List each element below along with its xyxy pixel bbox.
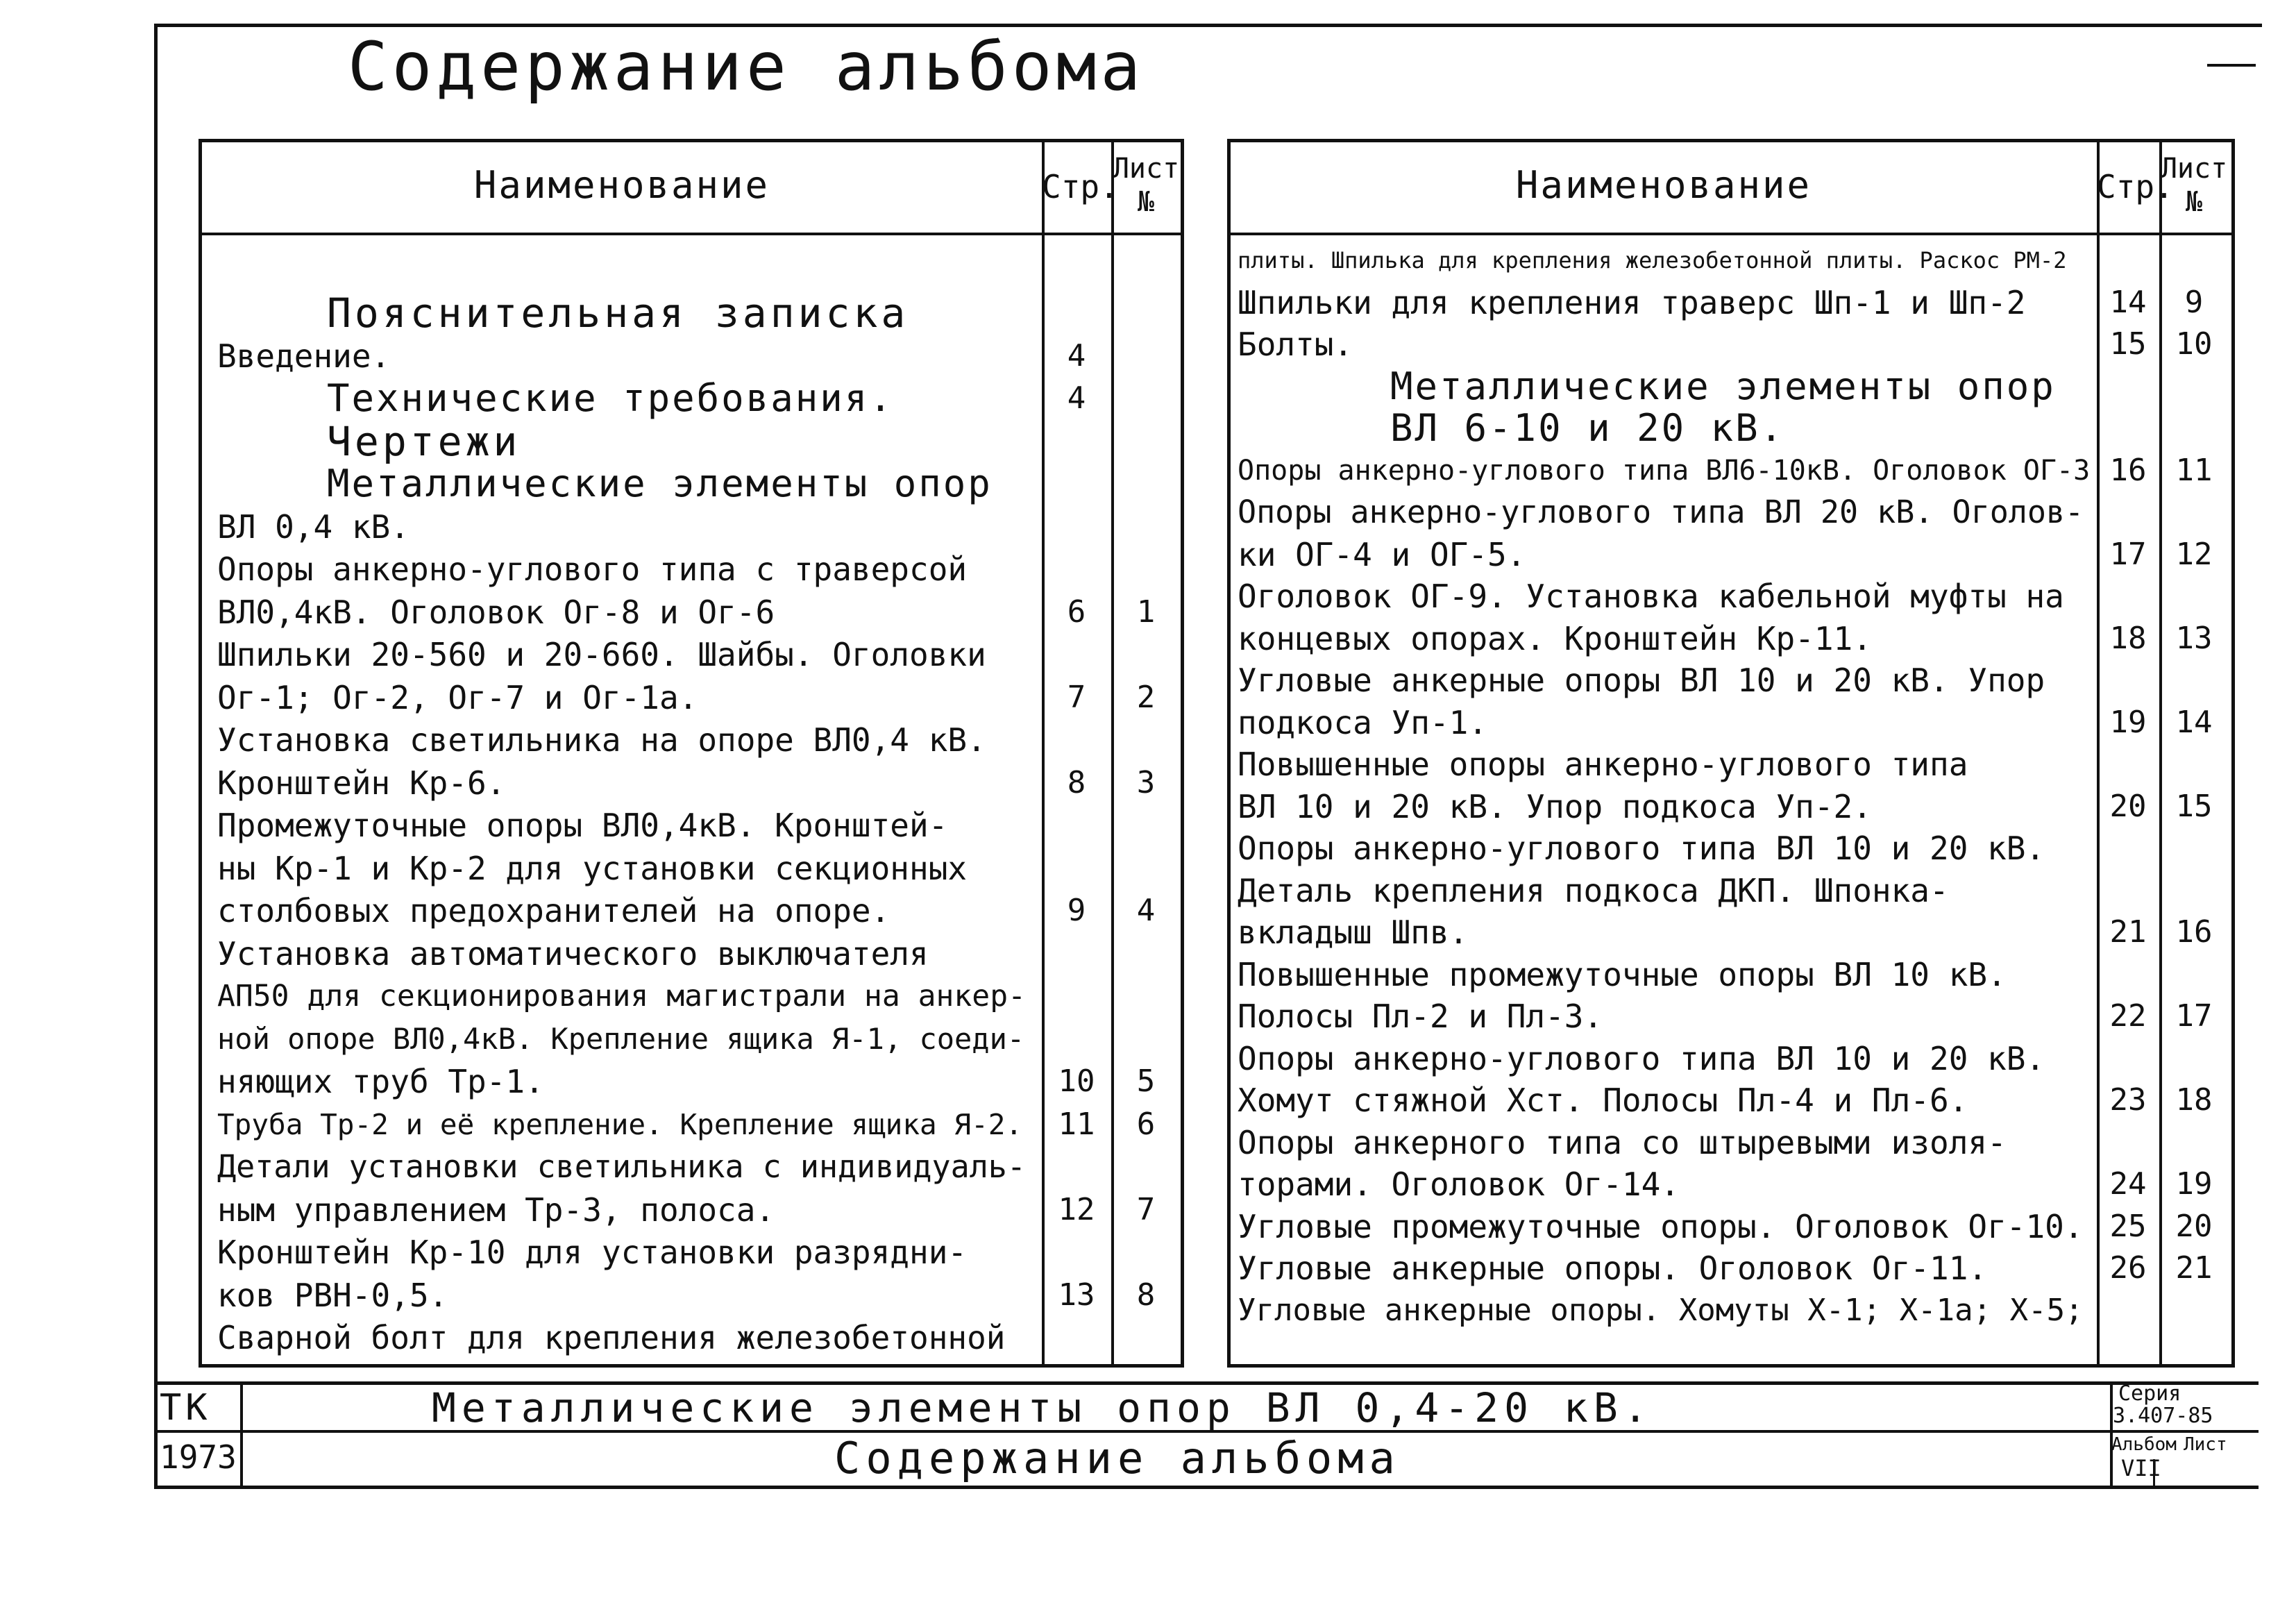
row-title: Металлические элементы опор <box>327 462 993 505</box>
row-title: Пояснительная записка <box>327 289 909 337</box>
table-row <box>1231 575 2231 617</box>
row-title: ВЛ0,4кВ. Оголовок Ог-8 и Ог-6 <box>217 593 775 631</box>
row-page: 9 <box>1067 893 1086 928</box>
row-sheet: 3 <box>1136 764 1156 800</box>
stamp-code: ТК <box>160 1387 212 1429</box>
table-row <box>1231 1122 2231 1163</box>
row-page: 19 <box>2109 704 2147 740</box>
table-row <box>202 548 1181 590</box>
row-title: вкладыш Шпв. <box>1238 914 1469 951</box>
row-title: Повышенные промежуточные опоры ВЛ 10 кВ. <box>1238 955 2007 993</box>
row-sheet: 1 <box>1136 594 1156 630</box>
row-title: Ог-1; Ог-2, Ог-7 и Ог-1а. <box>217 678 698 716</box>
row-title: Детали установки светильника с индивидуаль- <box>217 1148 1026 1185</box>
row-title: Чертежи <box>327 417 521 465</box>
row-page: 26 <box>2109 1250 2147 1286</box>
header-page: Стр. <box>2097 168 2174 205</box>
table-row <box>1231 954 2231 995</box>
table-row <box>202 975 1181 1017</box>
table-row <box>1231 659 2231 701</box>
row-title: Болты. <box>1238 326 1353 363</box>
table-row <box>202 378 1181 419</box>
row-sheet: 11 <box>2175 452 2213 488</box>
table-row <box>202 506 1181 548</box>
row-title: Оголовок ОГ-9. Установка кабельной муфты на <box>1238 578 2064 615</box>
row-page: 6 <box>1067 594 1086 630</box>
row-title: Труба Тр-2 и её крепление. Крепление ящика Я-2. <box>217 1107 1023 1141</box>
row-sheet: 5 <box>1136 1063 1156 1099</box>
table-row <box>1231 534 2231 575</box>
table-row <box>202 933 1181 975</box>
row-title: столбовых предохранителей на опоре. <box>217 892 890 930</box>
row-title: ВЛ 0,4 кВ. <box>217 507 410 546</box>
header-divider <box>1231 233 2231 235</box>
table-row <box>202 1231 1181 1273</box>
row-title: Деталь крепления подкоса ДКП. Шпонка- <box>1238 871 1949 909</box>
table-row <box>1231 407 2231 449</box>
row-sheet: 4 <box>1136 893 1156 928</box>
table-row <box>1231 618 2231 659</box>
row-page: 15 <box>2109 326 2147 362</box>
left-contents-table <box>199 139 1184 1368</box>
row-title: Технические требования. <box>327 376 894 420</box>
row-title: Промежуточные опоры ВЛ0,4кВ. Кронштей- <box>217 807 948 844</box>
row-title: Угловые анкерные опоры. Оголовок Ог-11. <box>1238 1250 1988 1287</box>
table-row <box>202 417 1181 465</box>
table-row <box>1231 1163 2231 1205</box>
stamp-series-label: Серия <box>2118 1381 2181 1406</box>
table-row <box>1231 366 2231 407</box>
table-row <box>202 1275 1181 1316</box>
row-title: ной опоре ВЛ0,4кВ. Крепление ящика Я-1, соеди- <box>217 1021 1025 1056</box>
table-row <box>202 1104 1181 1145</box>
row-sheet: 16 <box>2175 914 2213 950</box>
row-page: 20 <box>2109 788 2147 824</box>
stamp-title-line1: Металлические элементы опор ВЛ 0,4-20 кВ. <box>432 1384 1653 1431</box>
stamp-sheet-label: Лист <box>2184 1434 2227 1455</box>
table-row <box>202 1018 1181 1060</box>
row-page: 16 <box>2109 452 2147 488</box>
header-name: Наименование <box>1515 163 1812 207</box>
row-title: ным управлением Тр-3, полоса. <box>217 1191 775 1229</box>
table-row <box>1231 702 2231 743</box>
table-row <box>202 591 1181 633</box>
row-page: 8 <box>1067 764 1086 800</box>
stamp-col-divider <box>240 1381 243 1486</box>
stamp-year: 1973 <box>160 1438 237 1476</box>
right-contents-table <box>1227 139 2235 1368</box>
table-row <box>202 1189 1181 1231</box>
row-title: концевых опорах. Кронштейн Кр-11. <box>1238 619 1872 657</box>
row-sheet: 6 <box>1136 1106 1156 1142</box>
stamp-title-line2: Содержание альбома <box>834 1433 1401 1483</box>
row-page: 12 <box>1058 1191 1095 1227</box>
row-title: Опоры анкерно-углового типа ВЛ 10 и 20 кВ. <box>1238 830 2045 867</box>
row-title: Полосы Пл-2 и Пл-3. <box>1238 998 1603 1035</box>
row-title: торами. Оголовок Ог-14. <box>1238 1166 1680 1203</box>
stamp-series-value: 3.407-85 <box>2113 1404 2213 1428</box>
table-row <box>1231 827 2231 869</box>
row-title: плиты. Шпилька для крепления железобетонной плиты. Раскос РМ-2 <box>1238 247 2067 274</box>
row-page: 10 <box>1058 1063 1095 1099</box>
header-name: Наименование <box>473 163 770 207</box>
header-sheet: Лист № <box>2160 153 2228 218</box>
table-row <box>202 848 1181 889</box>
table-row <box>1231 450 2231 491</box>
table-row <box>202 890 1181 932</box>
row-sheet: 15 <box>2175 788 2213 824</box>
row-title: Угловые промежуточные опоры. Оголовок Ог-10. <box>1238 1207 2084 1245</box>
table-row <box>1231 743 2231 785</box>
table-row <box>1231 1247 2231 1289</box>
row-title: Введение. <box>217 337 391 375</box>
row-title: Установка светильника на опоре ВЛ0,4 кВ. <box>217 721 986 759</box>
row-page: 18 <box>2109 620 2147 656</box>
row-page: 7 <box>1067 679 1086 715</box>
row-title: Повышенные опоры анкерно-углового типа <box>1238 746 1968 783</box>
row-title: Металлические элементы опор <box>1390 364 2056 408</box>
table-row <box>202 634 1181 675</box>
row-sheet: 17 <box>2175 998 2213 1034</box>
table-row <box>1231 239 2231 281</box>
row-title: ВЛ 10 и 20 кВ. Упор подкоса Уп-2. <box>1238 787 1872 825</box>
table-row <box>202 289 1181 337</box>
table-row <box>1231 911 2231 953</box>
row-sheet: 19 <box>2175 1166 2213 1202</box>
page-title: Содержание альбома <box>347 28 1145 106</box>
row-title: Опоры анкерно-углового типа ВЛ 20 кВ. Оголов- <box>1238 494 2084 530</box>
row-page: 25 <box>2109 1208 2147 1244</box>
row-page: 4 <box>1067 380 1086 416</box>
row-title: Опоры анкерно-углового типа ВЛ 10 и 20 кВ. <box>1238 1039 2045 1077</box>
table-row <box>1231 1079 2231 1121</box>
table-row <box>1231 282 2231 323</box>
row-title: Шпильки для крепления траверс Шп-1 и Шп-2 <box>1238 283 2026 321</box>
corner-tick-mark <box>2207 64 2256 67</box>
table-row <box>202 805 1181 846</box>
table-row <box>202 719 1181 761</box>
table-row <box>1231 491 2231 533</box>
row-page: 14 <box>2109 284 2147 320</box>
row-title: Угловые анкерные опоры. Хомуты Х-1; Х-1а; Х-5; <box>1238 1292 2084 1328</box>
row-page: 22 <box>2109 998 2147 1034</box>
table-row <box>202 463 1181 505</box>
row-sheet: 18 <box>2175 1082 2213 1118</box>
row-page: 4 <box>1067 337 1086 373</box>
row-title: ВЛ 6-10 и 20 кВ. <box>1390 406 1785 450</box>
row-page: 24 <box>2109 1166 2147 1202</box>
stamp-album-label: Альбом <box>2111 1434 2177 1455</box>
row-page: 13 <box>1058 1277 1095 1313</box>
row-sheet: 9 <box>2184 284 2204 320</box>
table-row <box>202 762 1181 804</box>
table-row <box>1231 786 2231 827</box>
row-sheet: 14 <box>2175 704 2213 740</box>
row-title: Хомут стяжной Хст. Полосы Пл-4 и Пл-6. <box>1238 1082 1968 1119</box>
table-row <box>1231 323 2231 365</box>
row-sheet: 12 <box>2175 536 2213 572</box>
row-title: Угловые анкерные опоры ВЛ 10 и 20 кВ. Упор <box>1238 662 2045 699</box>
stamp-col-divider-right <box>2110 1381 2113 1486</box>
row-page: 21 <box>2109 914 2147 950</box>
row-title: Сварной болт для крепления железобетонной <box>217 1319 1006 1356</box>
row-sheet: 13 <box>2175 620 2213 656</box>
row-title: ки ОГ-4 и ОГ-5. <box>1238 535 1526 573</box>
table-row <box>1231 1290 2231 1331</box>
table-row <box>202 335 1181 377</box>
row-title: Опоры анкерно-углового типа с траверсой <box>217 550 968 588</box>
stamp-album-value: VII <box>2121 1455 2161 1481</box>
row-title: АП50 для секционирования магистрали на анкер- <box>217 979 1026 1014</box>
row-title: Кронштейн Кр-10 для установки разрядни- <box>217 1234 968 1271</box>
row-sheet: 20 <box>2175 1208 2213 1244</box>
row-sheet: 21 <box>2175 1250 2213 1286</box>
row-title: няющих труб Тр-1. <box>217 1063 544 1100</box>
row-sheet: 2 <box>1136 679 1156 715</box>
table-row <box>202 1061 1181 1102</box>
row-sheet: 10 <box>2175 326 2213 362</box>
row-page: 11 <box>1058 1106 1095 1142</box>
header-page: Стр. <box>1042 168 1119 205</box>
row-title: ны Кр-1 и Кр-2 для установки секционных <box>217 849 968 887</box>
row-sheet: 8 <box>1136 1277 1156 1313</box>
row-title: ков РВН-0,5. <box>217 1276 448 1314</box>
row-title: Шпильки 20-560 и 20-660. Шайбы. Оголовки <box>217 636 986 673</box>
table-row <box>202 1317 1181 1359</box>
header-sheet: Лист № <box>1112 153 1180 218</box>
table-row <box>1231 870 2231 911</box>
row-title: Кронштейн Кр-6. <box>217 764 506 802</box>
table-row <box>202 677 1181 718</box>
row-page: 17 <box>2109 536 2147 572</box>
table-row <box>202 1146 1181 1188</box>
table-row <box>1231 995 2231 1037</box>
header-divider <box>202 233 1181 235</box>
row-title: Опоры анкерного типа со штыревыми изоля- <box>1238 1123 2007 1161</box>
table-row <box>1231 1038 2231 1079</box>
title-block <box>154 1381 2259 1489</box>
row-title: Установка автоматического выключателя <box>217 934 929 973</box>
row-title: Опоры анкерно-углового типа ВЛ6-10кВ. Оголовок ОГ-3 <box>1238 454 2091 487</box>
row-page: 23 <box>2109 1082 2147 1118</box>
row-title: подкоса Уп-1. <box>1238 703 1488 741</box>
table-row <box>1231 1206 2231 1247</box>
row-sheet: 7 <box>1136 1191 1156 1227</box>
